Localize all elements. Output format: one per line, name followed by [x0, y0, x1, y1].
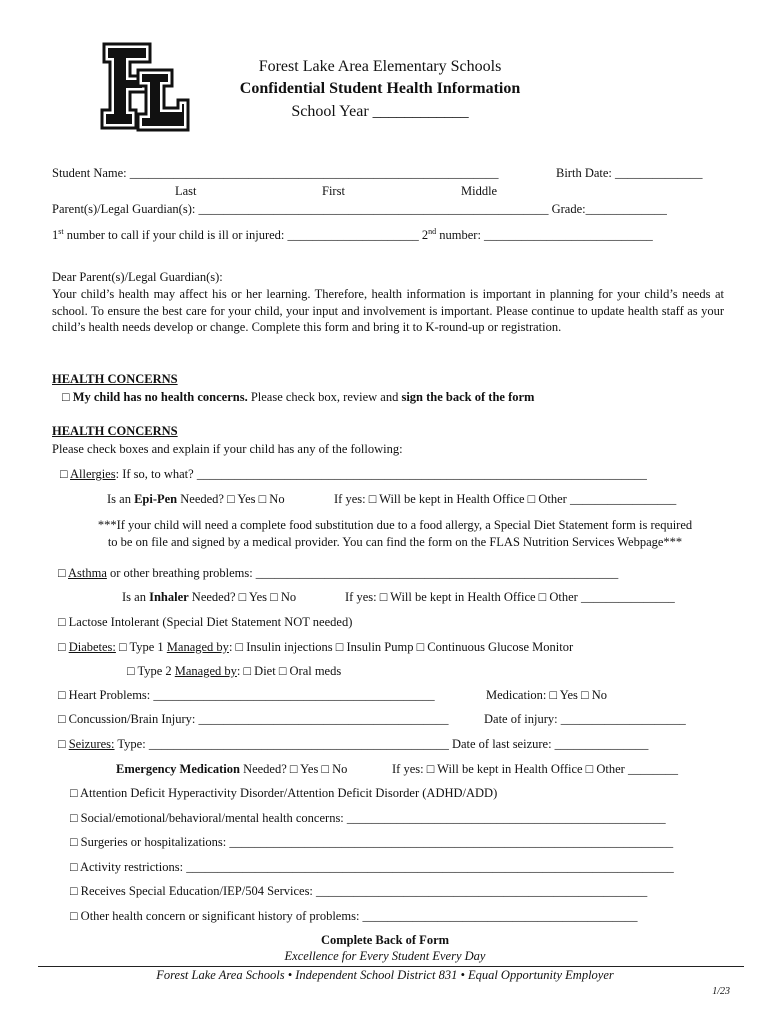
letter-salutation: Dear Parent(s)/Legal Guardian(s):	[52, 270, 223, 284]
epipen-if-yes[interactable]: If yes: □ Will be kept in Health Office □ Other _________________	[334, 492, 677, 506]
special-diet-note: ***If your child will need a complete food substitution due to a food allergy, a Special Diet Statement form is required to be on file and signed by a medical provider. You can find the form on the FLAS Nutrition Services Webpage***	[97, 518, 693, 549]
checkbox-icon[interactable]: □	[58, 737, 69, 751]
allergies-label: Allergies	[70, 467, 116, 481]
emergency-med-row[interactable]	[116, 762, 347, 777]
seizures-label: Seizures:	[68, 737, 115, 751]
form-title: Confidential Student Health Information	[239, 80, 521, 97]
asthma-row[interactable]	[58, 566, 618, 581]
footer-divider	[38, 966, 744, 967]
epipen-prefix: Is an	[107, 492, 135, 506]
page-number: 1/23	[712, 986, 730, 997]
no-concerns-checkbox-row[interactable]	[62, 390, 534, 405]
managed-by-label: Managed by	[174, 664, 237, 678]
concussion-field[interactable]: □ Concussion/Brain Injury: ________________________________________	[58, 712, 449, 726]
checkbox-icon[interactable]: □	[58, 640, 69, 654]
footer-district-line: Forest Lake Area Schools • Independent School District 831 • Equal Opportunity Employer	[156, 968, 614, 982]
guardian-field[interactable]: Parent(s)/Legal Guardian(s): ________________________________________________________ Grade:_____________	[52, 202, 667, 216]
special-education-field[interactable]: □ Receives Special Education/IEP/504 Services: _____________________________________________________	[70, 884, 648, 898]
concussion-date-field[interactable]: Date of injury: ____________________	[484, 712, 686, 726]
district-name: Forest Lake Area Elementary Schools	[258, 58, 502, 75]
checkbox-icon[interactable]: □	[60, 467, 70, 481]
inhaler-row[interactable]	[122, 590, 296, 605]
diabetes-type1-row[interactable]	[58, 640, 573, 655]
diabetes-label: Diabetes:	[68, 640, 116, 654]
epipen-options[interactable]: Needed? □ Yes □ No	[177, 492, 285, 506]
adhd-row[interactable]: □ Attention Deficit Hyperactivity Disorder/Attention Deficit Disorder (ADHD/ADD)	[70, 786, 498, 800]
sign-back-text: sign the back of the form	[401, 390, 535, 404]
inhaler-options[interactable]: Needed? □ Yes □ No	[188, 590, 297, 604]
checkbox-icon[interactable]: □	[58, 566, 68, 580]
social-emotional-field[interactable]: □ Social/emotional/behavioral/mental health concerns: ___________________________________________________	[70, 811, 666, 825]
seizures-field[interactable]: Type: ________________________________________________ Date of last seizure: _______________	[114, 737, 649, 751]
first-name-label: First	[322, 184, 345, 198]
phone-numbers-field[interactable]	[52, 227, 653, 243]
asthma-label: Asthma	[68, 566, 107, 580]
other-health-concern-field[interactable]: □ Other health concern or significant history of problems: ____________________________________________	[70, 909, 638, 923]
surgeries-field[interactable]: □ Surgeries or hospitalizations: _______________________________________________________________________	[70, 835, 674, 849]
type1-option[interactable]: □ Type 1	[115, 640, 167, 654]
activity-restrictions-field[interactable]: □ Activity restrictions: ______________________________________________________________________________	[70, 860, 674, 874]
type2-management-options[interactable]: : □ Diet □ Oral meds	[236, 664, 342, 678]
heart-problems-field[interactable]: □ Heart Problems: _____________________________________________	[58, 688, 435, 702]
first-number-text: number to call if your child is ill or injured: _____________________ 2	[63, 228, 429, 243]
heart-medication-options[interactable]: Medication: □ Yes □ No	[486, 688, 608, 702]
type1-management-options[interactable]: : □ Insulin injections □ Insulin Pump □ Continuous Glucose Monitor	[228, 640, 574, 654]
asthma-field[interactable]: or other breathing problems: __________________________________________________________	[106, 566, 619, 580]
type2-option[interactable]: □ Type 2	[127, 664, 175, 678]
inhaler-label: Inhaler	[149, 590, 189, 604]
no-concerns-instruction: Please check box, review and	[247, 390, 402, 404]
health-concerns-intro: Please check boxes and explain if your child has any of the following:	[52, 442, 403, 456]
section-heading-health-concerns: HEALTH CONCERNS	[52, 424, 178, 438]
no-concerns-label: My child has no health concerns.	[72, 390, 248, 404]
inhaler-prefix: Is an	[122, 590, 150, 604]
diabetes-type2-row[interactable]	[127, 664, 341, 679]
letter-body: Your child’s health may affect his or her learning. Therefore, health information is important in planning for your child’s needs at school. To ensure the best care for your child, your input and involvement is important. Please continue to update health staff as your child’s health needs develop or change. Complete this form and bring it to K-round-up or registration.	[52, 287, 724, 334]
middle-name-label: Middle	[461, 184, 498, 198]
first-number-label: 1	[52, 228, 59, 243]
second-number-text: number: ___________________________	[436, 228, 653, 243]
complete-back-note: Complete Back of Form	[320, 933, 450, 947]
epipen-label: Epi-Pen	[134, 492, 178, 506]
managed-by-label: Managed by	[166, 640, 229, 654]
ordinal-sup: st	[58, 227, 64, 236]
emergency-med-label: Emergency Medication	[116, 762, 240, 776]
emergency-med-if-yes[interactable]: If yes: □ Will be kept in Health Office □ Other ________	[392, 762, 678, 776]
inhaler-if-yes[interactable]: If yes: □ Will be kept in Health Office □ Other _______________	[345, 590, 675, 604]
epipen-row[interactable]	[107, 492, 285, 507]
checkbox-icon[interactable]: □	[62, 390, 70, 404]
ordinal-sup: nd	[428, 227, 437, 236]
emergency-med-options[interactable]: Needed? □ Yes □ No	[239, 762, 348, 776]
section-heading-no-concerns: HEALTH CONCERNS	[52, 372, 178, 386]
district-motto: Excellence for Every Student Every Day	[284, 949, 486, 963]
lactose-row[interactable]: □ Lactose Intolerant (Special Diet Statement NOT needed)	[58, 615, 353, 629]
birth-date-field[interactable]: Birth Date: ______________	[556, 166, 703, 180]
school-year-field[interactable]: School Year ____________	[291, 103, 469, 120]
seizures-row[interactable]	[58, 737, 648, 752]
last-name-label: Last	[175, 184, 197, 198]
student-name-field[interactable]: Student Name: ___________________________________________________________	[52, 166, 499, 180]
allergies-field[interactable]: : If so, to what? ________________________________________________________________________	[115, 467, 647, 481]
allergies-row[interactable]	[60, 467, 647, 482]
